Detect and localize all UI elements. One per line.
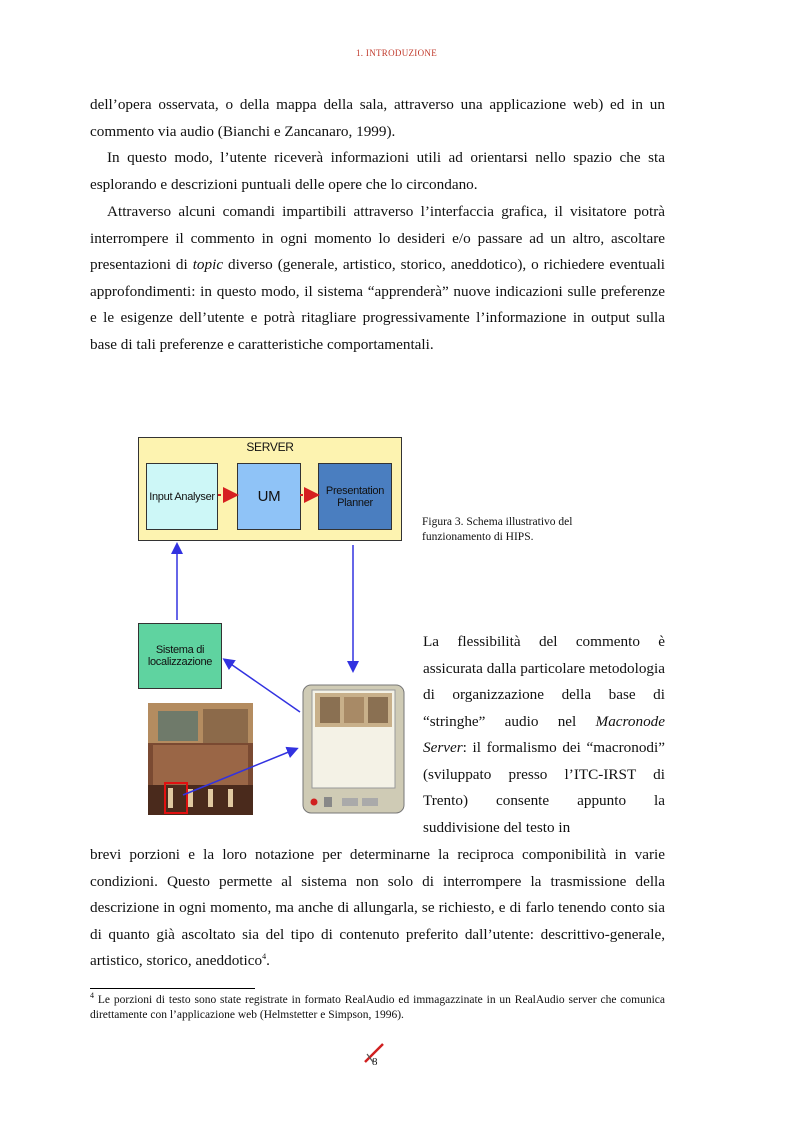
figure-caption: Figura 3. Schema illustrativo del funzionamento di HIPS.	[422, 516, 573, 543]
paragraph-4: brevi porzioni e la loro notazione per determinarne la reciproca componibilità in varie condizioni. Questo permette al sistema non solo di interrompere la trasmissione della descrizione in ogni momento, ma anche di allungarla, se richiesto, e di farlo tenendo conto sia di quanto già ascoltato sia del tipo di contenuto preferito dall’utente: descrittivo-generale, artistico, storico, aneddotico$^4$.	[90, 846, 665, 969]
footnote: $^4$ Le porzioni di testo sono state registrate in formato RealAudio ed immagazzinate in un RealAudio server che comunica direttamente con l’applicazione web (Helmstetter e Simpson, 1996).	[90, 991, 665, 1021]
wrapped-paragraph: La flessibilità del commento è assicurata dalla particolare metodologia di organizzazione della base di “stringhe” audio nel Macronode Server: il formalismo dei “macronodi” (sviluppato presso l’ITC-IRST di Trento) consente appunto la suddivisione del testo in	[423, 633, 665, 836]
page-number: 8	[372, 1056, 378, 1068]
arrow-device-to-loc	[225, 660, 300, 712]
paragraph-1: dell’opera osservata, o della mappa della sala, attraverso una applicazione web) ed in un commento via audio (Bianchi e Zancanaro, 1999).	[90, 96, 665, 140]
um-box: UM	[237, 463, 301, 530]
paragraph-2: In questo modo, l’utente riceverà informazioni utili ad orientarsi nello spazio che sta esplorando e descrizioni puntuali delle opere che lo circondano.	[90, 149, 665, 193]
footnote-divider	[90, 988, 255, 989]
localization-box: Sistema di localizzazione	[138, 623, 222, 689]
presentation-planner-box: Presentation Planner	[318, 463, 392, 530]
arrow-photo-to-device	[183, 749, 296, 795]
running-header: 1. INTRODUZIONE	[356, 48, 437, 58]
server-label: SERVER	[246, 440, 294, 454]
input-analyser-box: Input Analyser	[146, 463, 218, 530]
paragraph-3: Attraverso alcuni comandi impartibili attraverso l’interfaccia grafica, il visitatore potrà interrompere il commento in ogni momento lo desideri e/o passare ad un altro, ascoltare presentazioni di topic diverso (generale, artistico, storico, aneddotico), o richiedere eventuali approfondimenti: in questo modo, il sistema “apprenderà” nuove indicazioni sulle preferenze e le esigenze dell’utente e potrà ritagliare progressivamente l’informazione in output sulla base di tali preferenze e caratteristiche comportamentali.	[90, 203, 666, 353]
